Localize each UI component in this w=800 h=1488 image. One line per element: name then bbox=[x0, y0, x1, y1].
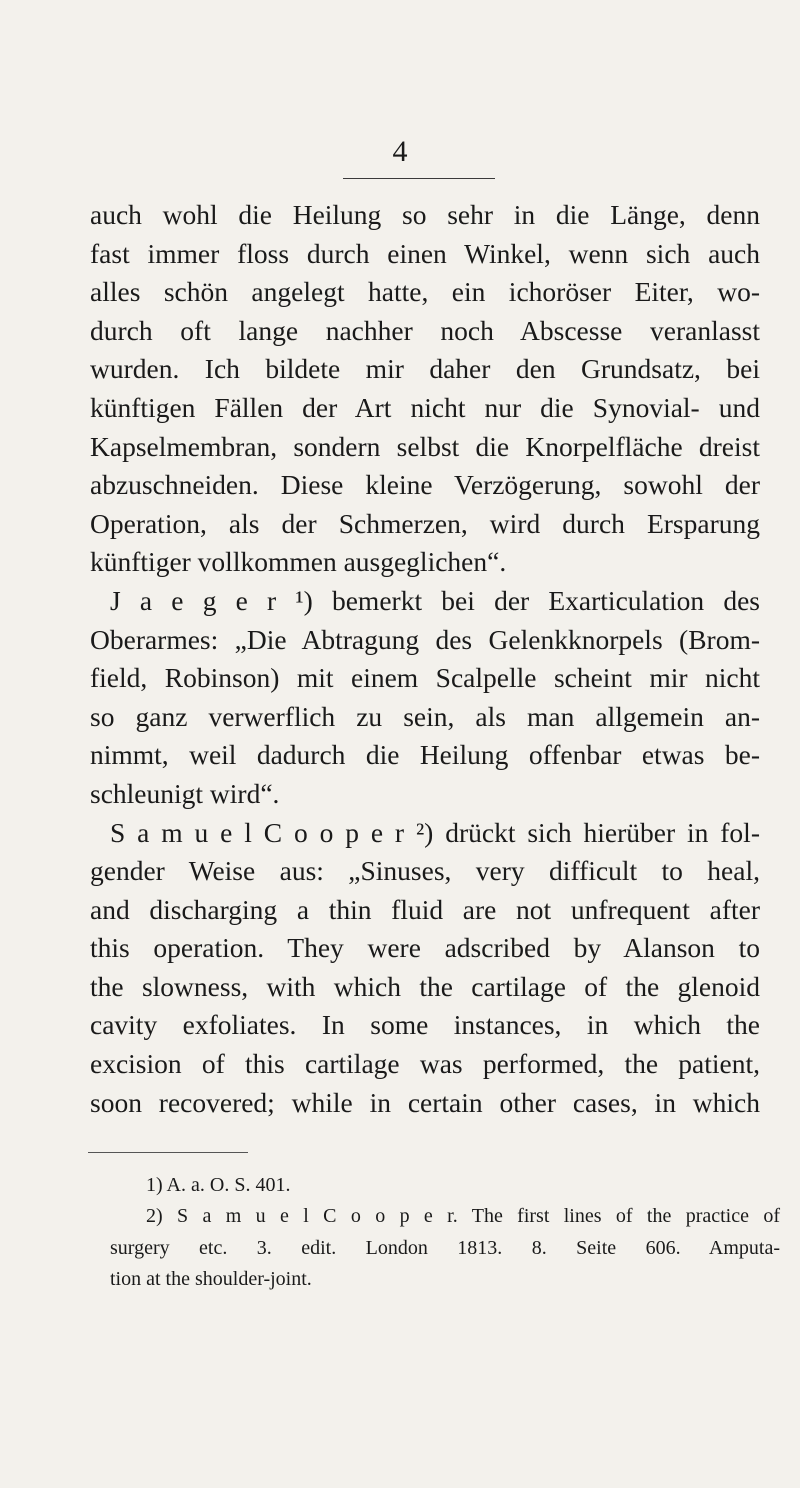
body-line: abzuschneiden. Diese kleine Verzögerung, sowohl der bbox=[90, 469, 760, 501]
body-line: alles schön angelegt hatte, ein ichoröser Eiter, wo- bbox=[90, 276, 760, 308]
body-line: Kapselmembran, sondern selbst die Knorpelfläche dreist bbox=[90, 430, 760, 462]
body-line: künftiger vollkommen ausgeglichen“. bbox=[90, 546, 507, 578]
body-line: Operation, als der Schmerzen, wird durch Ersparung bbox=[90, 507, 760, 539]
footnote-2: 2) S a m u e l C o o p e r. The first lines of the practice of bbox=[146, 1205, 780, 1228]
footnote-rule bbox=[88, 1152, 248, 1153]
body-line: S a m u e l C o o p e r ²) drückt sich hierüber in fol- bbox=[110, 816, 760, 848]
body-line: durch oft lange nachher noch Abscesse veranlasst bbox=[90, 314, 760, 346]
header-rule bbox=[343, 178, 495, 179]
body-text bbox=[90, 196, 760, 1122]
body-line: schleunigt wird“. bbox=[90, 777, 280, 809]
footnotes bbox=[110, 1170, 780, 1295]
body-line: wurden. Ich bildete mir daher den Grundsatz, bei bbox=[90, 353, 760, 385]
body-line: the slowness, with which the cartilage of the glenoid bbox=[90, 970, 760, 1002]
body-line: soon recovered; while in certain other cases, in which bbox=[90, 1086, 760, 1118]
body-line: J a e g e r ¹) bemerkt bei der Exarticulation des bbox=[110, 584, 760, 616]
body-line: cavity exfoliates. In some instances, in which the bbox=[90, 1009, 760, 1041]
body-line: gender Weise aus: „Sinuses, very difficult to heal, bbox=[90, 855, 760, 887]
body-line: Oberarmes: „Die Abtragung des Gelenkknorpels (Brom- bbox=[90, 623, 760, 655]
body-line: so ganz verwerflich zu sein, als man allgemein an- bbox=[90, 700, 760, 732]
page-number: 4 bbox=[392, 135, 408, 168]
body-line: künftigen Fällen der Art nicht nur die Synovial- und bbox=[90, 391, 760, 423]
body-line: and discharging a thin fluid are not unfrequent after bbox=[90, 893, 760, 925]
body-line: excision of this cartilage was performed, the patient, bbox=[90, 1048, 760, 1080]
body-line: this operation. They were adscribed by Alanson to bbox=[90, 932, 760, 964]
body-line: field, Robinson) mit einem Scalpelle scheint mir nicht bbox=[90, 662, 760, 694]
footnote-2-end: tion at the shoulder-joint. bbox=[110, 1267, 312, 1290]
footnote-2-continued: surgery etc. 3. edit. London 1813. 8. Seite 606. Amputa- bbox=[110, 1236, 780, 1259]
body-line: auch wohl die Heilung so sehr in die Länge, denn bbox=[90, 199, 760, 230]
body-line: fast immer floss durch einen Winkel, wenn sich auch bbox=[90, 237, 760, 269]
footnote-1: 1) A. a. O. S. 401. bbox=[146, 1174, 291, 1196]
body-line: nimmt, weil dadurch die Heilung offenbar etwas be- bbox=[90, 739, 760, 771]
